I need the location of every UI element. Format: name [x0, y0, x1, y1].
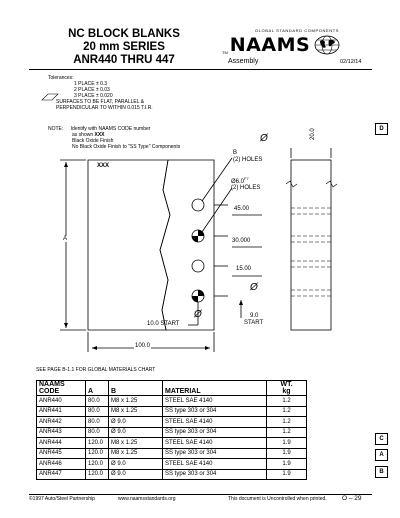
dim-45: 45.00: [234, 206, 250, 212]
datum-symbol: Ø: [260, 133, 268, 144]
tolerance-line: 1 PLACE ± 0.3: [74, 81, 108, 87]
side-label-d: D: [375, 123, 388, 135]
logo-wordmark: NAAMS: [229, 33, 311, 56]
code-mark: XXX: [97, 163, 110, 169]
title-line-3: ANR440 THRU 447: [73, 54, 175, 66]
footer-copyright: ©1997 Auto/Steel Partnership: [29, 496, 95, 502]
table-row: ANR444 120.0 M8 x 1.25 STEEL SAE 4140 1.9: [37, 438, 307, 449]
section-label: Assembly: [228, 58, 259, 65]
surface-note-2: PERPENDICULAR TO WITHIN 0.015 T.I.R.: [56, 105, 153, 111]
materials-table: [36, 380, 307, 480]
table-row: ANR446 120.0 Ø 9.0 STEEL SAE 4140 1.9: [37, 459, 307, 470]
title-line-1: NC BLOCK BLANKS: [68, 28, 180, 40]
side-label-c: C: [375, 433, 388, 445]
title-line-2: 20 mm SERIES: [83, 41, 165, 53]
note-line-3: Black Oxide Finish: [72, 138, 114, 144]
table-row: ANR445 120.0 M8 x 1.25 SS type 303 or 304 1.9: [37, 448, 307, 459]
side-label-b: B: [375, 466, 388, 478]
header-weight: WT. kg: [267, 381, 307, 396]
label-dia-holes: (2) HOLES: [231, 185, 261, 191]
dim-9: 9.0: [250, 313, 259, 319]
dim-10-start: 10.0 START: [147, 321, 180, 327]
header-code: NAAMS CODE: [37, 381, 86, 396]
logo-tagline: GLOBAL STANDARD COMPONENTS: [254, 28, 340, 33]
table-header-row: [37, 381, 307, 396]
dim-15: 15.00: [236, 266, 252, 272]
table-row: ANR441 80.0 M8 x 1.25 SS type 303 or 304 1.2: [37, 406, 307, 417]
note-line-2: as shown: [72, 132, 95, 138]
logo-tm: TM: [222, 50, 228, 55]
dim-20: 20.0: [310, 128, 316, 140]
footer-divider: [29, 494, 372, 495]
label-b: B: [233, 150, 238, 156]
table-row: ANR443 80.0 Ø 9.0 SS type 303 or 304 1.2: [37, 427, 307, 438]
datum-symbol: Ø: [194, 309, 202, 320]
dim-start: START: [244, 320, 264, 326]
note-label: NOTE:: [48, 126, 64, 132]
header-date: 02/12/14: [340, 59, 362, 65]
label-dia: $Ø6.0^{F7}$: [231, 176, 249, 185]
table-row: ANR440 80.0 M8 x 1.25 STEEL SAE 4140 1.2: [37, 396, 307, 407]
dim-30: 30.000: [232, 238, 251, 244]
header-material: MATERIAL: [163, 381, 267, 396]
note-line-1: Identify with NAAMS CODE number: [70, 126, 151, 132]
footer-url[interactable]: www.naamsstandards.org: [118, 496, 176, 502]
header-b: B: [109, 381, 163, 396]
footer-disclaimer: This document is Uncontrolled when printed.: [228, 496, 327, 502]
table-row: ANR442 80.0 Ø 9.0 STEEL SAE 4140 1.2: [37, 417, 307, 428]
tolerance-line: 3 PLACE ± 0.020: [74, 93, 113, 99]
side-label-a: A: [375, 449, 388, 461]
dim-100: 100.0: [135, 343, 151, 349]
label-b-holes: (2) HOLES: [233, 157, 263, 163]
table-row: ANR447 120.0 Ø 9.0 SS type 303 or 304 1.9: [37, 469, 307, 480]
datum-symbol: Ø: [250, 282, 258, 293]
see-page-note: SEE PAGE B-1.1 FOR GLOBAL MATERIALS CHART: [36, 367, 156, 373]
note-line-4: No Black Oxide Finish to "SS Type" Components: [72, 144, 181, 150]
page-number: O – 29: [342, 495, 362, 502]
label-a: A: [63, 236, 68, 242]
tolerances-heading: Tolerances:: [48, 75, 74, 81]
note-code: XXX: [94, 132, 105, 138]
tolerance-line: 2 PLACE ± 0.03: [74, 87, 110, 93]
surface-note-1: SURFACES TO BE FLAT, PARALLEL &: [56, 99, 145, 105]
header-a: A: [86, 381, 109, 396]
